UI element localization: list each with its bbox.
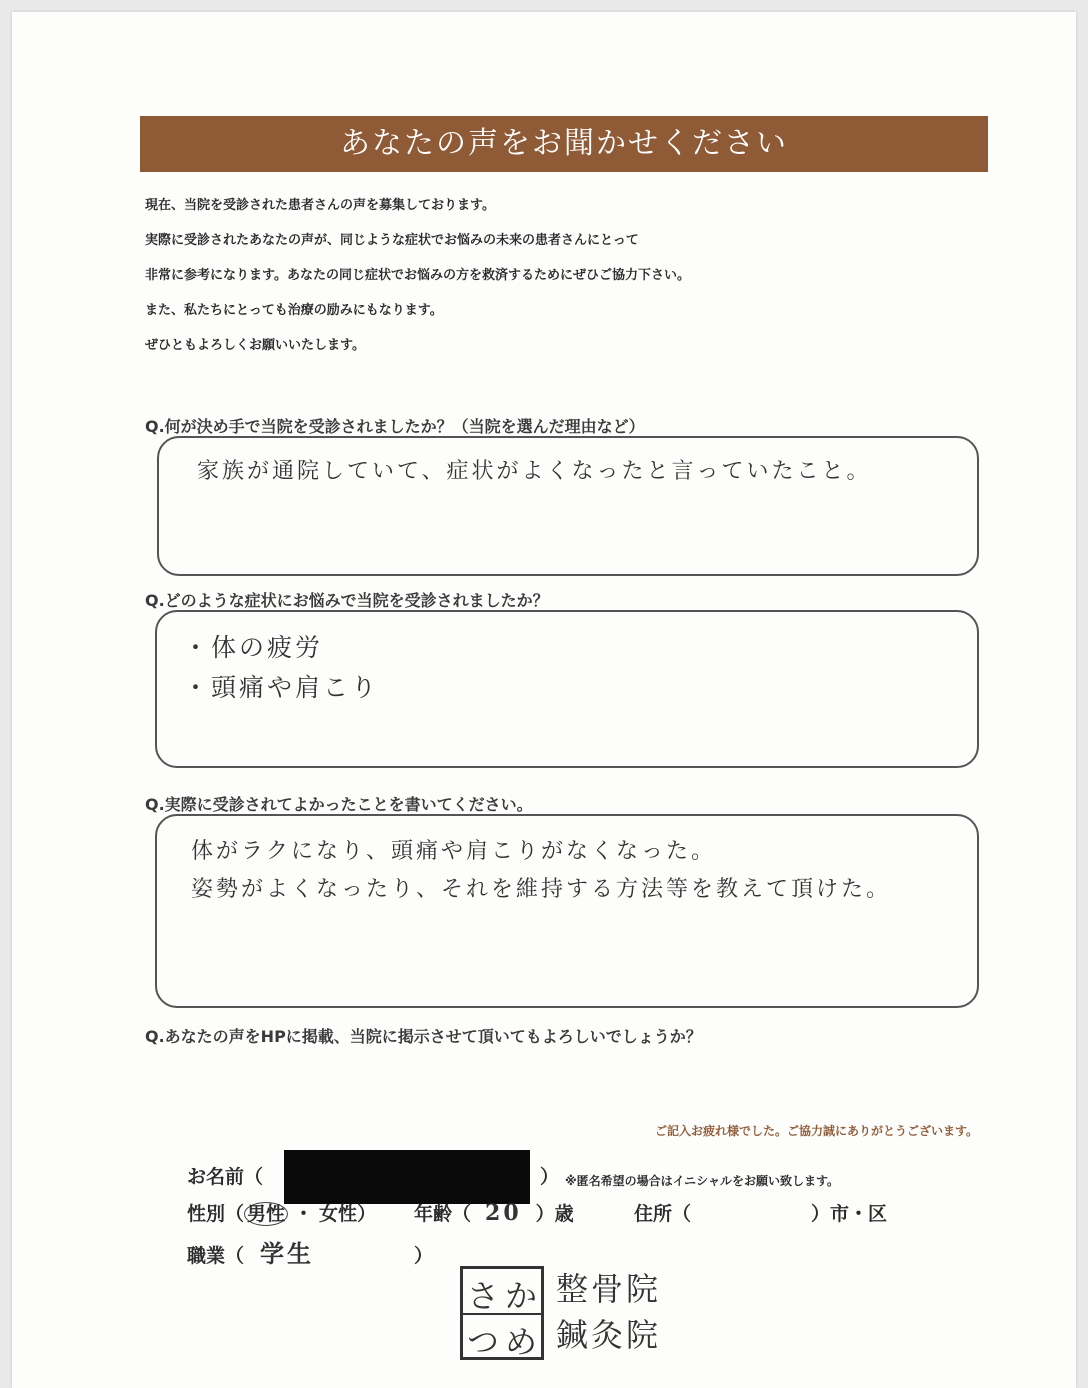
age-field[interactable] <box>414 1199 574 1226</box>
logo-char: つ <box>467 1323 500 1361</box>
name-redaction <box>284 1150 530 1204</box>
logo-char: め <box>505 1323 538 1361</box>
handwritten-answer-line: 体がラクになり、頭痛や肩こりがなくなった。 <box>191 839 717 864</box>
age-close: ）歳 <box>535 1203 574 1225</box>
intro-line: ぜひともよろしくお願いいたします。 <box>145 338 365 353</box>
logo-char: さ <box>467 1277 500 1315</box>
question-1-label: Q.何が決め手で当院を受診されましたか？（当院を選んだ理由など） <box>145 417 645 436</box>
gender-label: 性別（ <box>187 1203 245 1225</box>
answer-box-2[interactable] <box>155 610 979 768</box>
age-label: 年齢（ <box>414 1203 472 1225</box>
intro-text <box>145 196 985 371</box>
intro-line: 現在、当院を受診された患者さんの声を募集しております。 <box>145 198 495 213</box>
handwritten-answer-line: 家族が通院していて、症状がよくなったと言っていたこと。 <box>197 459 872 484</box>
intro-line: 実際に受診されたあなたの声が、同じような症状でお悩みの未来の患者さんにとって <box>145 233 639 248</box>
address-close: ）市・区 <box>811 1203 888 1225</box>
handwritten-answer-line: ・頭痛や肩こり <box>183 673 380 702</box>
job-value: 学生 <box>260 1239 315 1268</box>
name-note: ※匿名希望の場合はイニシャルをお願い致します。 <box>565 1174 839 1188</box>
gender-separator: ・ <box>294 1203 314 1225</box>
thanks-message: ご記入お疲れ様でした。ご協力誠にありがとうございます。 <box>654 1124 978 1138</box>
logo-char: か <box>505 1277 538 1315</box>
address-label: 住所（ <box>634 1203 692 1225</box>
gender-female-option[interactable]: 女性 <box>319 1203 358 1225</box>
gender-field[interactable] <box>187 1199 376 1226</box>
gender-close: ） <box>357 1203 377 1225</box>
address-field[interactable] <box>634 1199 887 1226</box>
survey-sheet <box>12 12 1076 1388</box>
answer-box-1[interactable] <box>157 436 979 576</box>
name-close: ） <box>540 1166 560 1188</box>
clinic-logo-mark <box>460 1266 544 1360</box>
answer-box-3[interactable] <box>155 814 979 1008</box>
intro-line: また、私たちにとっても治療の励みにもなります。 <box>145 303 443 318</box>
question-3-label: Q.実際に受診されてよかったことを書いてください。 <box>145 795 533 814</box>
gender-male-option[interactable]: 男性 <box>244 1202 288 1226</box>
clinic-name-line-1: 整骨院 <box>556 1270 662 1308</box>
name-label: お名前（ <box>187 1166 264 1188</box>
page-title: あなたの声をお聞かせください <box>140 116 988 172</box>
job-field[interactable] <box>187 1234 433 1269</box>
age-value: 20 <box>485 1200 522 1226</box>
handwritten-answer-line: 姿勢がよくなったり、それを維持する方法等を教えて頂けた。 <box>191 877 892 902</box>
job-label: 職業（ <box>187 1245 245 1267</box>
intro-line: 非常に参考になります。あなたの同じ症状でお悩みの方を救済するためにぜひご協力下さい。 <box>145 268 690 283</box>
question-4-label: Q.あなたの声をHPに掲載、当院に掲示させて頂いてもよろしいでしょうか？ <box>145 1027 702 1046</box>
handwritten-answer-line: ・体の疲労 <box>183 633 324 662</box>
clinic-name-line-2: 鍼灸院 <box>556 1316 662 1354</box>
job-close: ） <box>414 1245 434 1267</box>
question-2-label: Q.どのような症状にお悩みで当院を受診されましたか？ <box>145 591 549 610</box>
